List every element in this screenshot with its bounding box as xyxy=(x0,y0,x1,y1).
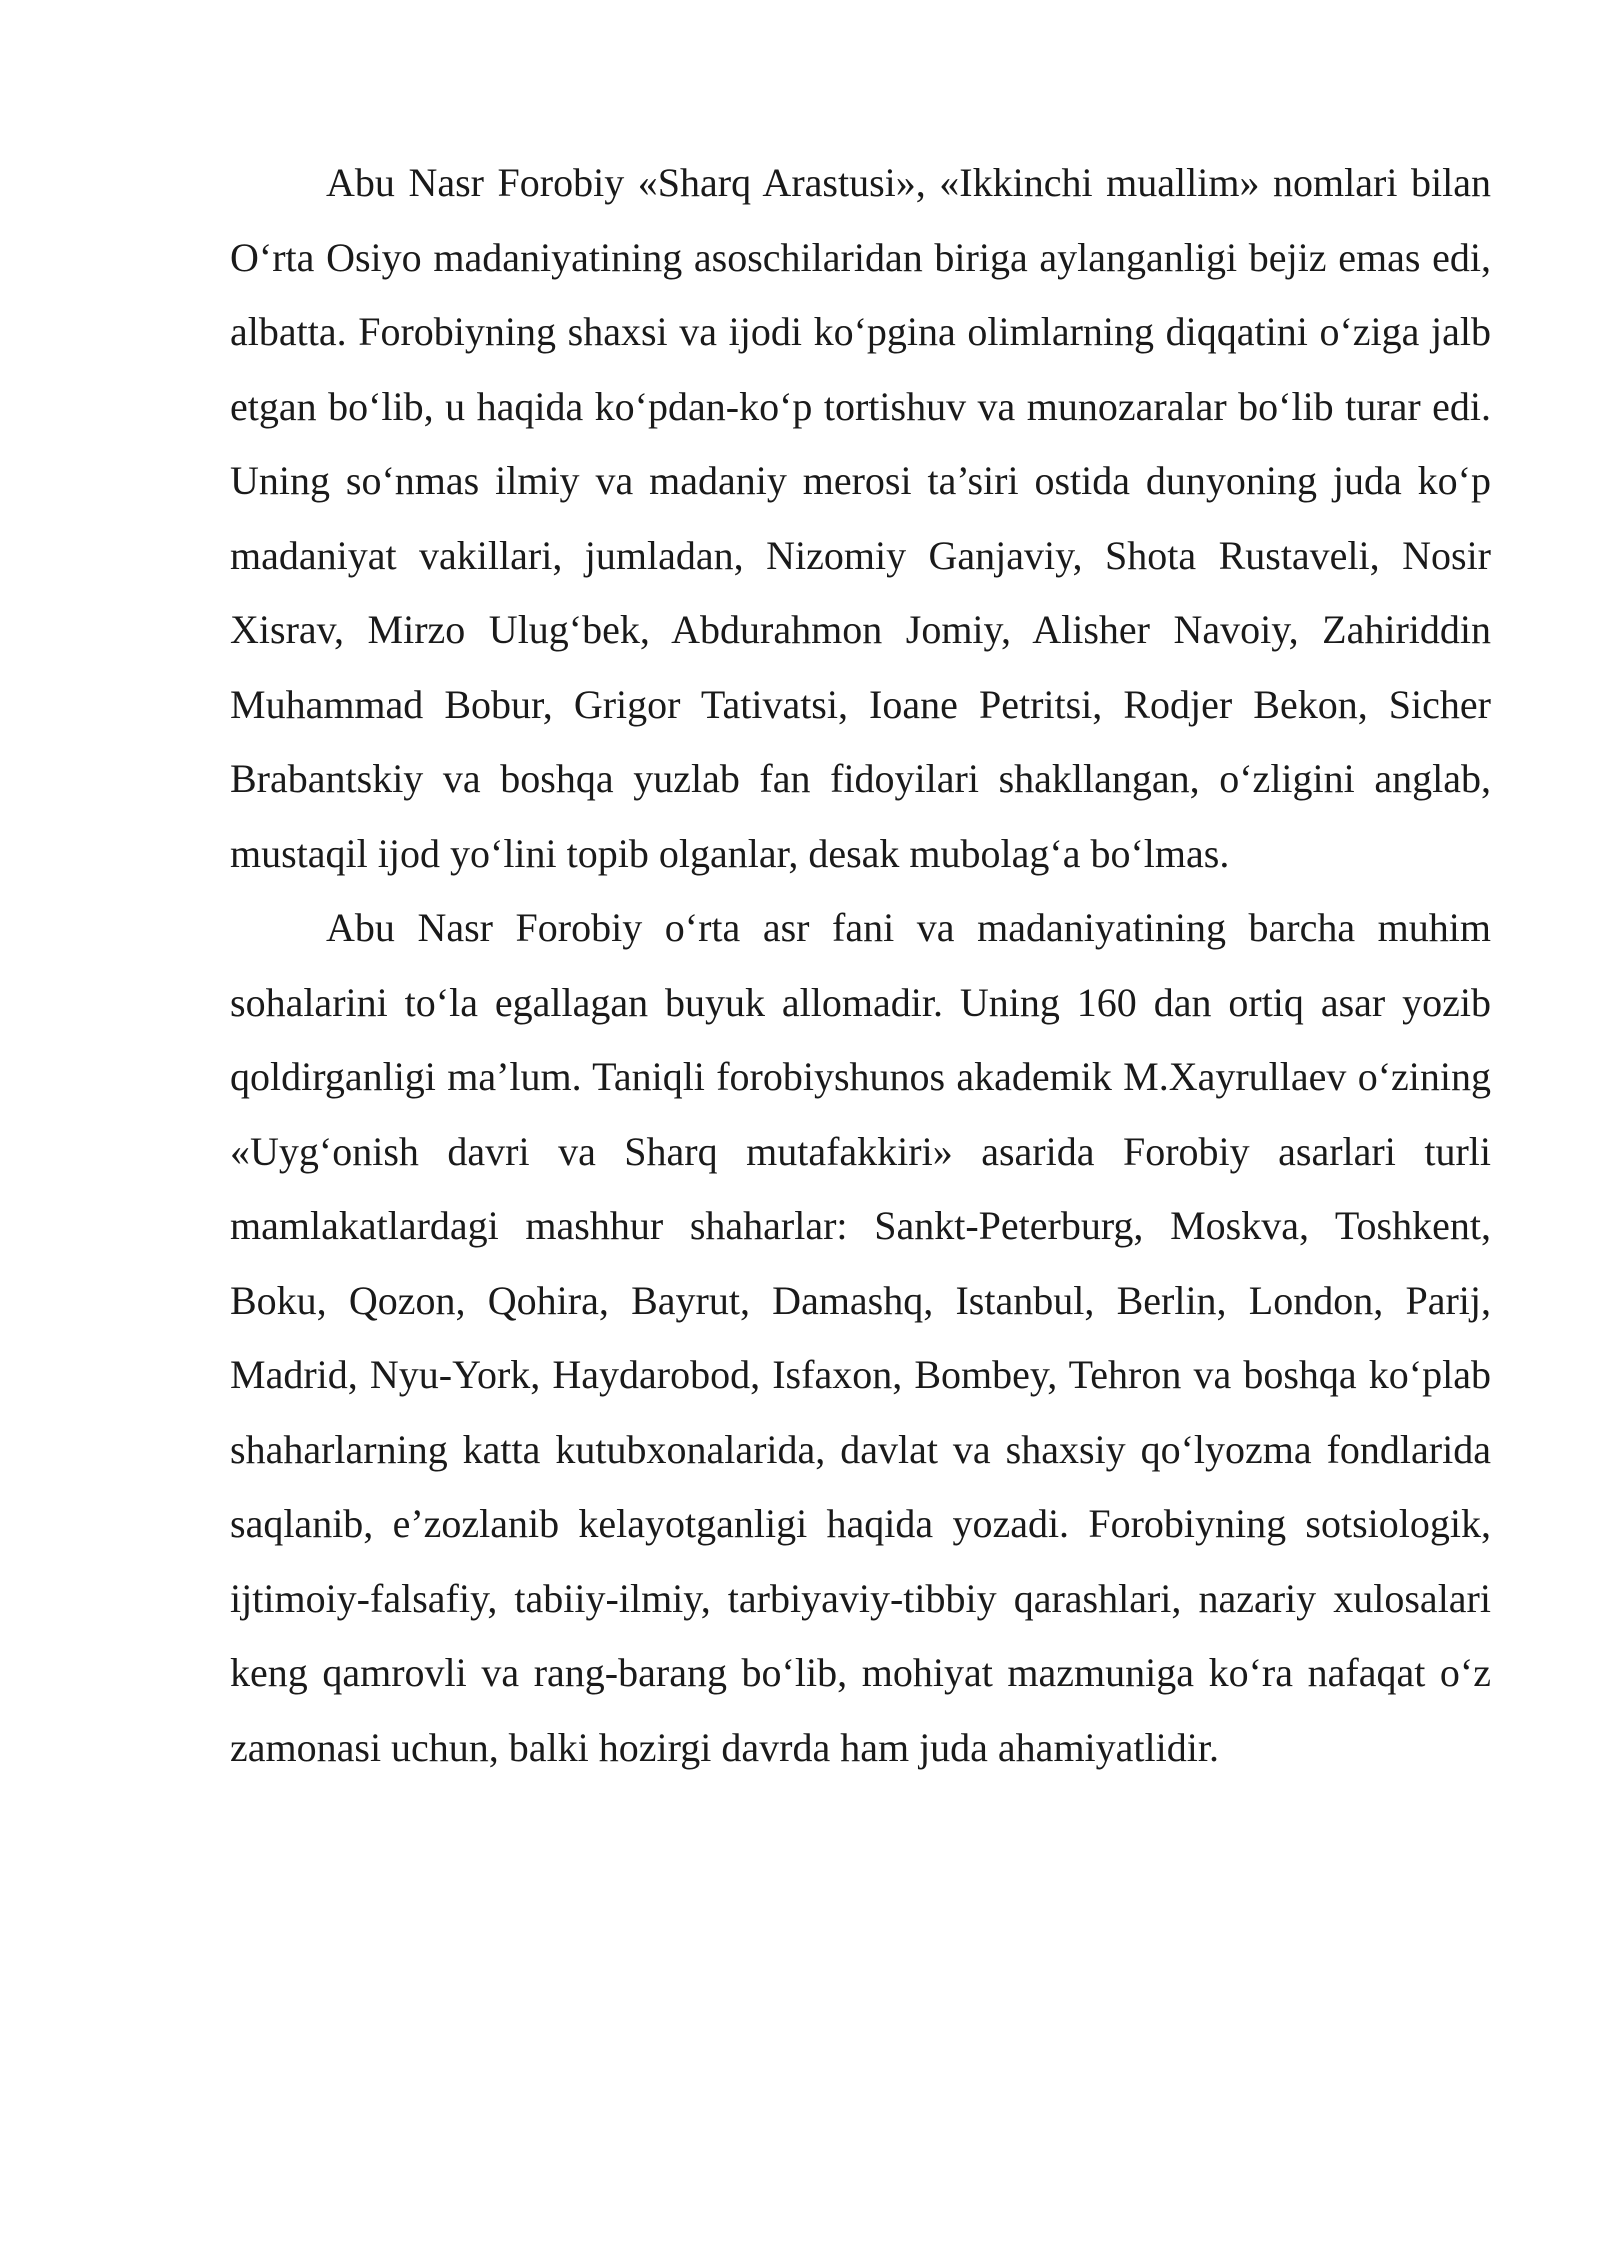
paragraph-farabi-works: Abu Nasr Forobiy o‘rta asr fani va madaniyatining barcha muhim sohalarini to‘la egallagan buyuk allomadir. Uning 160 dan ortiq asar yozib qoldirganligi ma’lum. Taniqli forobiyshunos akademik M.Xayrullaev o‘zining «Uyg‘onish davri va Sharq mutafakkiri» asarida Forobiy asarlari turli mamlakatlardagi mashhur shaharlar: Sankt-Peterburg, Moskva, Toshkent, Boku, Qozon, Qohira, Bayrut, Damashq, Istanbul, Berlin, London, Parij, Madrid, Nyu-York, Haydarobod, Isfaxon, Bombey, Tehron va boshqa ko‘plab shaharlarning katta kutubxonalarida, davlat va shaxsiy qo‘lyozma fondlarida saqlanib, e’zozlanib kelayotganligi haqida yozadi. Forobiyning sotsiologik, ijtimoiy-falsafiy, tabiiy-ilmiy, tarbiyaviy-tibbiy qarashlari, nazariy xulosalari keng qamrovli va rang-barang bo‘lib, mohiyat mazmuniga ko‘ra nafaqat o‘z zamonasi uchun, balki hozirgi davrda ham juda ahamiyatlidir. xyxy=(230,905,1491,1770)
paragraph-farabi-legacy: Abu Nasr Forobiy «Sharq Arastusi», «Ikkinchi muallim» nomlari bilan O‘rta Osiyo madaniyatining asoschilaridan biriga aylanganligi bejiz emas edi, albatta. Forobiyning shaxsi va ijodi ko‘pgina olimlarning diqqatini o‘ziga jalb etgan bo‘lib, u haqida ko‘pdan-ko‘p tortishuv va munozaralar bo‘lib turar edi. Uning so‘nmas ilmiy va madaniy merosi ta’siri ostida dunyoning juda ko‘p madaniyat vakillari, jumladan, Nizomiy Ganjaviy, Shota Rustaveli, Nosir Xisrav, Mirzo Ulug‘bek, Abdurahmon Jomiy, Alisher Navoiy, Zahiriddin Muhammad Bobur, Grigor Tativatsi, Ioane Petritsi, Rodjer Bekon, Sicher Brabantskiy va boshqa yuzlab fan fidoyilari shakllangan, o‘zligini anglab, mustaqil ijod yo‘lini topib olganlar, desak mubolag‘a bo‘lmas. xyxy=(230,160,1491,876)
document-page xyxy=(230,146,1491,1785)
